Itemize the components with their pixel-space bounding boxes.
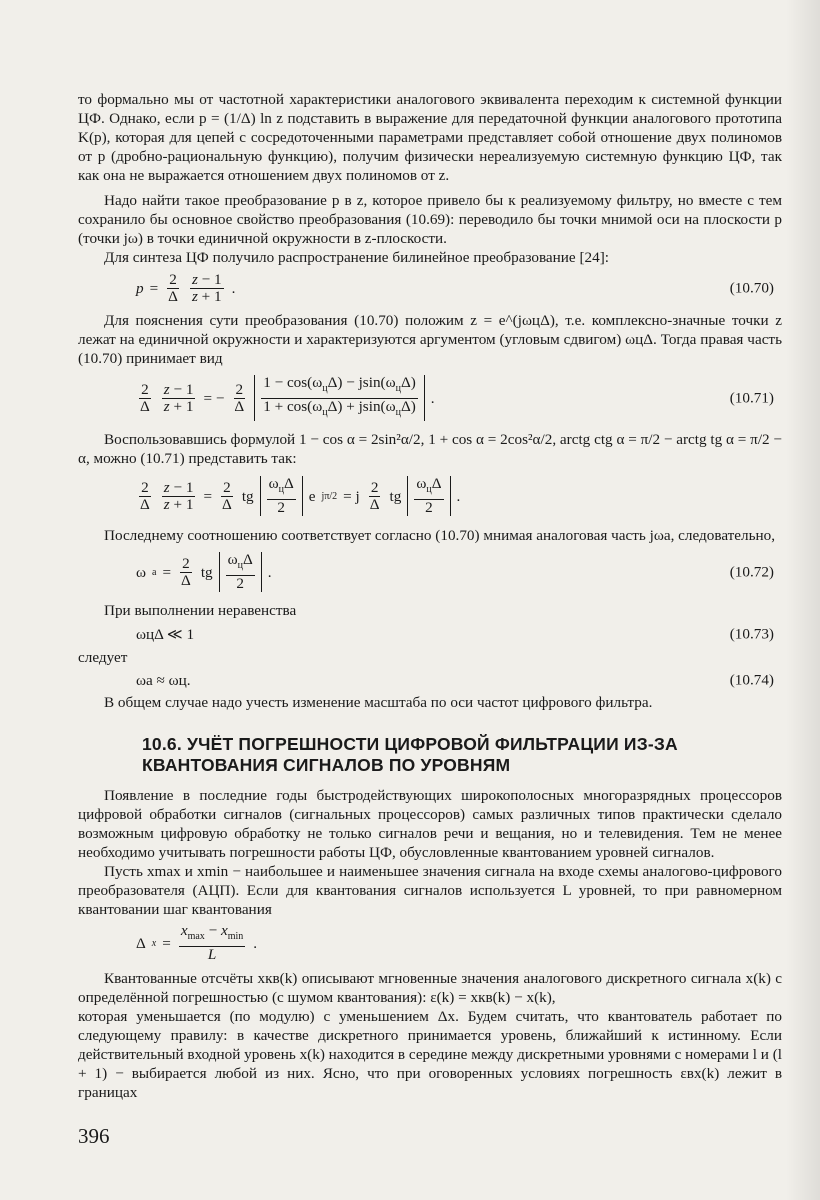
paragraph-12: Квантованные отсчёты xкв(k) описывают мгновенные значения аналогового дискретного сигнала x(k) с определённой погрешностью (с шумом квантования): ε(k) = xкв(k) − x(k), [78, 970, 782, 1006]
inequality: ωцΔ ≪ 1 [136, 625, 195, 643]
equation-10-74 [78, 669, 782, 691]
equation-number: (10.72) [729, 563, 774, 581]
equation-number: (10.70) [729, 279, 774, 297]
paragraph-3: Для синтеза ЦФ получило распространение билинейное преобразование [24]: [104, 249, 609, 266]
paragraph-7: При выполнении неравенства [104, 602, 297, 619]
equation-identity: $\frac{2}{\Delta}$ $\frac{z - 1}{z + 1}$ = $\frac{2}{\Delta}$ tg $\frac{\omega_ц\Delta}{2}$ e jπ/2 = j $\frac{2}{\Delta}$ tg $\frac{\omega_ц\Delta}{2}$ . [140, 475, 461, 516]
equation-10-70: p = $\frac{2}{\Delta}$ $\frac{z - 1}{z + 1}$ . (10.70) [136, 270, 774, 305]
paragraph-13: которая уменьшается (по модулю) с уменьшением Δx. Будем считать, что квантователь работает по следующему правилу: в качестве дискретного принимается уровень, ближайший к истинному. Если действительный входной уровень x(k) находится в середине между дискретными уровнями с номерами l и (l + 1) − выбирается любой из них. Ясно, что при оговоренных условиях погрешность εвх(k) лежит в границах [78, 1008, 782, 1101]
paragraph-6: Последнему соотношению соответствует согласно (10.70) мнимая аналоговая часть jωа, следовательно, [104, 527, 776, 544]
page-shadow [786, 0, 820, 1200]
paragraph-4: Для пояснения сути преобразования (10.70) положим z = e^(jωцΔ), т.е. комплексно-значные точки z лежат на единичной окружности и характеризуются аргументом (угловым сдвигом) ωцΔ. Тогда правая часть (10.70) принимает вид [78, 312, 782, 367]
page-text [78, 90, 782, 1102]
paragraph-1: то формально мы от частотной характеристики аналогового эквивалента переходим к системной функции ЦФ. Однако, если p = (1/Δ) ln z подставить в выражение для передаточной функции аналогового прототипа K(p), которая для цепей с сосредоточенными параметрами представляет собой отношение двух полиномов от p (дробно-рациональную функцию), получим физически нереализуемую системную функцию ЦФ, так как она не выражается отношением двух полиномов от z. [78, 91, 782, 184]
paragraph-2: Надо найти такое преобразование p в z, которое привело бы к реализуемому фильтру, но вместе с тем сохранило бы основное свойство преобразования (10.69): переводило бы точки мнимой оси на плоскости p (точки jω) в точки единичной окружности в z-плоскости. [78, 192, 782, 247]
page-number: 396 [78, 1124, 110, 1148]
equation-number: (10.74) [729, 671, 774, 689]
paragraph-8: следует [78, 649, 128, 666]
paragraph-5: Воспользовавшись формулой 1 − cos α = 2sin²α/2, 1 + cos α = 2cos²α/2, arctg ctg α = π/2 − arctg tg α = π/2 − α, можно (10.71) представить так: [78, 431, 782, 467]
paragraph-11: Пусть xmax и xmin − наибольшее и наименьшее значения сигнала на входе схемы аналогово-цифрового преобразователя (АЦП). Если для квантования сигналов используется L уровней, то при равномерном квантовании шаг квантования [78, 863, 782, 918]
equation-number: (10.71) [729, 389, 774, 407]
equation-10-71: $\frac{2}{\Delta}$ $\frac{z - 1}{z + 1}$ = − $\frac{2}{\Delta}$ $\frac{1 - \cos(\omega_ц\Delta) - jsin(\omega_ц\Delta)}{1 + \cos(\omega_ц\Delta) + jsin(\omega_ц\Delta)}$ . (10.71) [78, 372, 782, 424]
section-heading: 10.6. УЧЁТ ПОГРЕШНОСТИ ЦИФРОВОЙ ФИЛЬТРАЦИИ ИЗ-ЗА КВАНТОВАНИЯ СИГНАЛОВ ПО УРОВНЯМ [142, 734, 678, 775]
paragraph-9: В общем случае надо учесть изменение масштаба по оси частот цифрового фильтра. [104, 694, 653, 711]
paragraph-10: Появление в последние годы быстродействующих широкополосных многоразрядных процессоров цифровой обработки сигналов (сигнальных процессоров) самых различных типов практически сделало возможным цифровую обработку не только сигналов речи и вещания, но и телевидения. Тем не менее необходимо учитывать погрешности работы ЦФ, обусловленные квантованием уровней сигналов. [78, 787, 782, 861]
equation-10-73 [78, 622, 782, 646]
approximation: ωа ≈ ωц. [136, 671, 191, 689]
equation-quantization-step: Δ x = $\frac{x_{max} - x_{min}}{L}$ . [136, 922, 258, 963]
equation-number: (10.73) [729, 625, 774, 643]
equation-10-72: ω а = $\frac{2}{\Delta}$ tg $\frac{\omega_ц\Delta}{2}$ . (10.72) [136, 551, 774, 592]
